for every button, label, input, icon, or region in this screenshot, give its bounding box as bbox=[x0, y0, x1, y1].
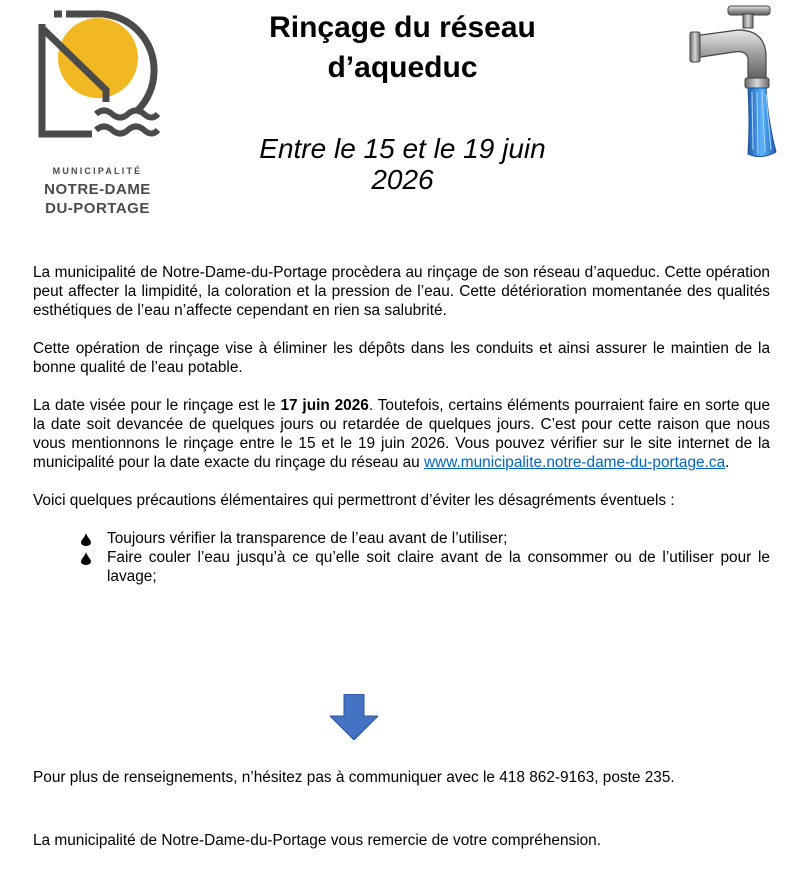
intro-paragraph: La municipalité de Notre-Dame-du-Portage procèdera au rinçage de son réseau d’aqueduc. Cette opération peut affecter la limpidité, la coloration et la pression de l’eau. Cette détérioration momentanée des qualités esthétiques de l’eau n’affecte cependant en rien sa salubrité. bbox=[33, 264, 770, 319]
municipality-logo bbox=[30, 8, 165, 218]
list-item-text: Toujours vérifier la transparence de l’eau avant de l’utiliser; bbox=[107, 530, 508, 547]
list-item bbox=[81, 548, 770, 586]
list-item-text: Faire couler l’eau jusqu’à ce qu’elle soit claire avant de la consommer ou de l’utiliser pour le lavage; bbox=[107, 549, 770, 585]
contact-paragraph: Pour plus de renseignements, n’hésitez pas à communiquer avec le 418 862-9163, poste 235. bbox=[33, 769, 675, 786]
list-item bbox=[81, 529, 770, 548]
logo-line-municipalite: MUNICIPALITÉ bbox=[52, 166, 143, 176]
precautions-intro: Voici quelques précautions élémentaires qui permettront d’éviter les désagréments éventuels : bbox=[33, 492, 675, 509]
logo-emblem-icon bbox=[36, 8, 160, 158]
logo-line-du-portage: DU-PORTAGE bbox=[45, 200, 150, 217]
title-line-2: d’aqueduc bbox=[327, 51, 478, 84]
page-subtitle bbox=[210, 133, 595, 195]
water-drop-icon bbox=[81, 552, 91, 565]
precautions-list bbox=[33, 529, 770, 586]
faucet-icon bbox=[688, 2, 788, 162]
target-date: 17 juin 2026 bbox=[280, 397, 369, 414]
title-line-1: Rinçage du réseau bbox=[269, 11, 536, 44]
subtitle-line-2: 2026 bbox=[371, 164, 434, 195]
page-title bbox=[210, 8, 595, 88]
thanks-paragraph: La municipalité de Notre-Dame-du-Portage vous remercie de votre compréhension. bbox=[33, 832, 602, 849]
down-arrow-icon bbox=[330, 694, 378, 740]
date-text-after: . Toutefois, certains éléments pourraient faire en sorte que la date soit devancée de quelques jours ou retardée de quelques jours. C’est pour cette raison que nous vous mentionnons le rinçage entre le 15 et le 19 juin 2026. Vous pouvez vérifier sur le site internet de la municipalité pour la date exacte du rinçage du réseau au bbox=[33, 397, 771, 471]
date-text-end: . bbox=[725, 454, 730, 471]
logo-line-notre-dame: NOTRE-DAME bbox=[44, 181, 151, 198]
purpose-paragraph: Cette opération de rinçage vise à éliminer les dépôts dans les conduits et ainsi assurer le maintien de la bonne qualité de l’eau potable. bbox=[33, 340, 770, 376]
municipality-website-link[interactable]: www.municipalite.notre-dame-du-portage.ca bbox=[424, 454, 726, 471]
date-paragraph bbox=[33, 396, 770, 472]
subtitle-line-1: Entre le 15 et le 19 juin bbox=[259, 133, 546, 164]
water-drop-icon bbox=[81, 533, 91, 546]
main-content bbox=[33, 263, 770, 586]
date-text-before: La date visée pour le rinçage est le bbox=[33, 397, 281, 414]
